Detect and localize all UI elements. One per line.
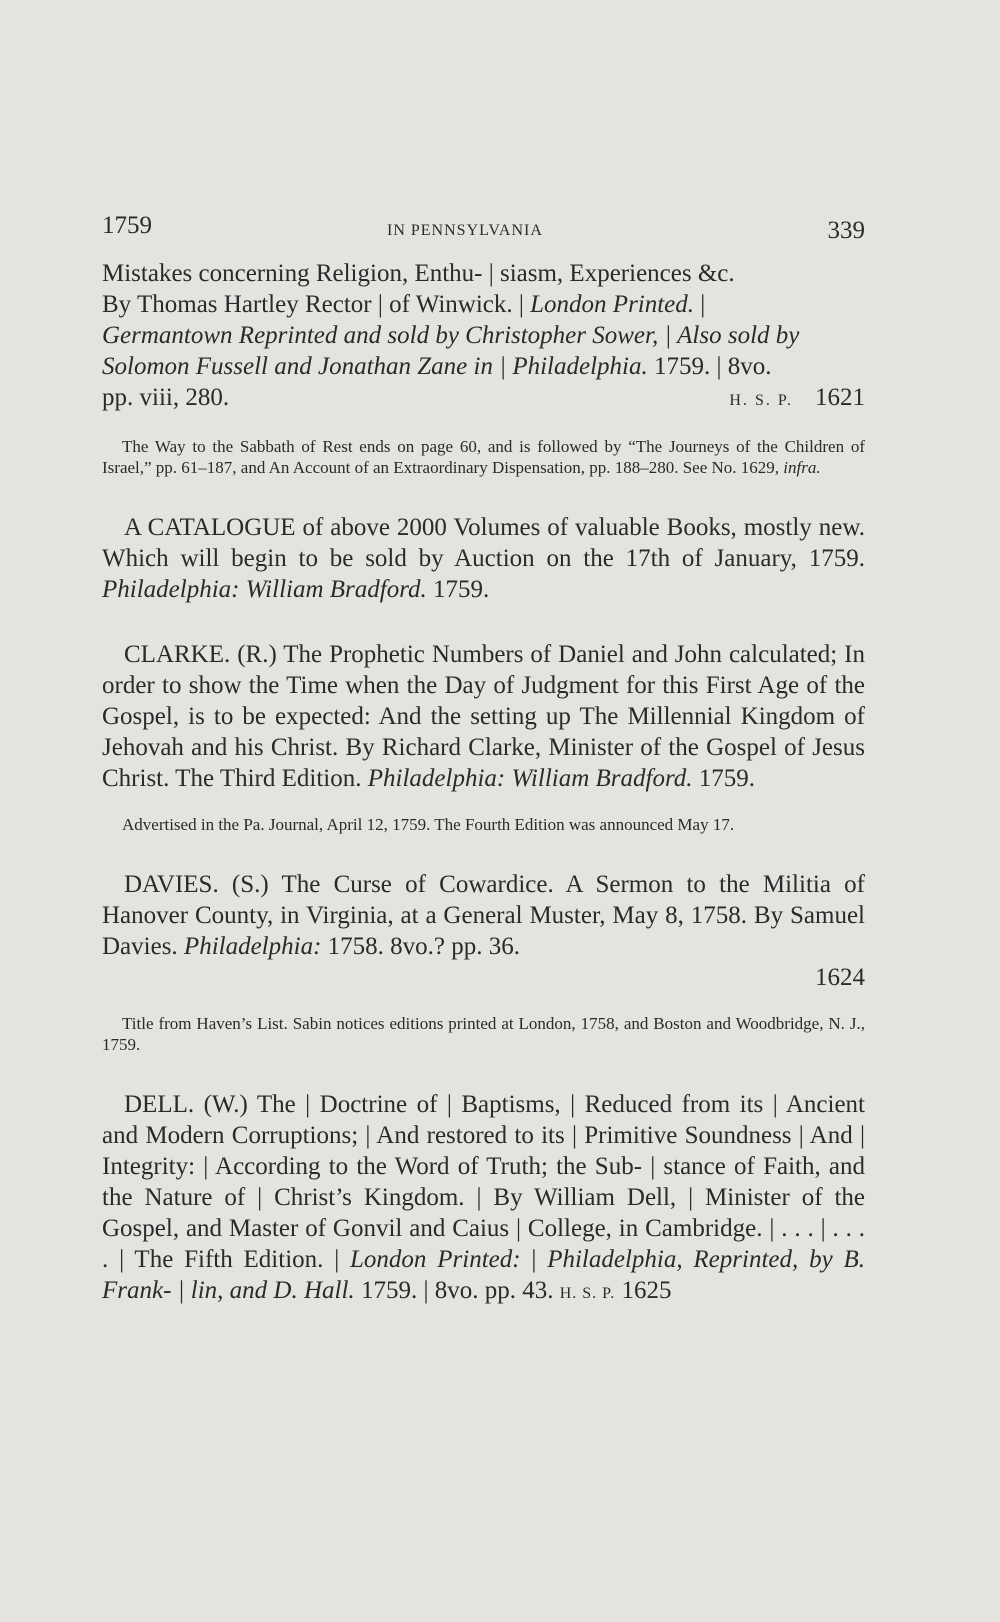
- entry-note: Advertised in the Pa. Journal, April 12, 1759. The Fourth Edition was announced May 17.: [122, 815, 735, 834]
- entry-catalogue: [102, 512, 865, 605]
- entry-line: [102, 320, 865, 351]
- entry-text: DAVIES. (S.) The Curse of Cowardice. A Sermon to the Militia of Hanover County, in Virginia, at a General Muster, May 8, 1758. By Samuel Davies.: [102, 871, 865, 960]
- entry-line: Mistakes concerning Religion, Enthu- | siasm, Experiences &c.: [102, 260, 735, 287]
- imprint-text: London Printed:: [350, 1246, 521, 1273]
- entry-clarke: [102, 639, 865, 794]
- entry-text: CLARKE. (R.) The Prophetic Numbers of Daniel and John calculated; In order to show the Time when the Day of Judgment for this First Age of the Gospel, is to be expected: And the setting up The Millennial Kingdom of Jehovah and his Christ. By Richard Clarke, Minister of the Gospel of Jesus Christ. The Third Edition.: [102, 641, 865, 792]
- entry-text: By Thomas Hartley Rector | of Winwick. |: [102, 291, 531, 318]
- imprint-text: Solomon Fussell and Jonathan Zane in |: [102, 353, 513, 380]
- header-year: 1759: [102, 212, 152, 239]
- entry-note: [102, 436, 865, 478]
- entry-text: DELL. (W.) The | Doctrine of | Baptisms, | Reduced from its | Ancient and Modern Corruptions; | And restored to its | Primitive Soundness | And | Integrity: | According to the Word of Truth; the Sub- | stance of Faith, and the Nature of | Christ’s Kingdom. | By William Dell, | Minister of the Gospel, and Master of Gonvil and Caius | College, in Cambridge. | . . . | . . . . | The Fifth Edition. |: [102, 1091, 865, 1273]
- entry-number: 1621: [815, 384, 865, 411]
- library-code: H. S. P.: [559, 1285, 616, 1302]
- entry-davies: [102, 869, 865, 993]
- entry-text: 1759.: [426, 576, 490, 603]
- imprint-text: London Printed.: [530, 291, 695, 318]
- imprint-text: Philadelphia, Reprinted, by B. Frank- | lin, and D. Hall.: [102, 1246, 865, 1304]
- imprint-text: Philadelphia:: [183, 933, 322, 960]
- entry-text: 1759. | 8vo. pp. 43.: [354, 1277, 560, 1304]
- imprint-text: Germantown Reprinted and sold by Christopher Sower, | Also sold by: [102, 322, 800, 349]
- entry-number: 1625: [615, 1277, 672, 1304]
- note-italic: infra.: [783, 458, 821, 477]
- entry-text: A CATALOGUE of above 2000 Volumes of valuable Books, mostly new. Which will begin to be sold by Auction on the 17th of January, 1759.: [102, 514, 865, 572]
- entry-line: [102, 351, 865, 382]
- entry-line: pp. viii, 280.: [102, 384, 230, 411]
- imprint-place: Philadelphia.: [512, 353, 648, 380]
- entry-text: |: [694, 291, 706, 318]
- entry-tail: [102, 962, 865, 993]
- running-header: [102, 212, 865, 252]
- entry-1621: [102, 258, 865, 416]
- entry-text: |: [520, 1246, 548, 1273]
- entry-note: Title from Haven’s List. Sabin notices editions printed at London, 1758, and Boston and Woodbridge, N. J., 1759.: [102, 1014, 865, 1054]
- header-title: IN PENNSYLVANIA: [387, 222, 543, 239]
- imprint-text: Philadelphia: William Bradford.: [367, 765, 693, 792]
- entry-line: [102, 289, 865, 320]
- entry-text: 1759.: [692, 765, 756, 792]
- entry-number: 1624: [815, 964, 865, 991]
- imprint-text: Philadelphia: William Bradford.: [102, 576, 427, 603]
- entry-text: 1758. 8vo.? pp. 36.: [321, 933, 521, 960]
- library-code: H. S. P.: [729, 392, 793, 409]
- note-text: The Way to the Sabbath of Rest ends on page 60, and is followed by “The Journeys of the Children of Israel,” pp. 61–187, and An Account of an Extraordinary Dispensation, pp. 188–280. See No. 1629,: [102, 437, 865, 477]
- page-number: 339: [827, 217, 865, 244]
- entry-dell: [102, 1089, 865, 1309]
- entry-text: 1759. | 8vo.: [647, 353, 772, 380]
- page-content: [102, 258, 865, 1309]
